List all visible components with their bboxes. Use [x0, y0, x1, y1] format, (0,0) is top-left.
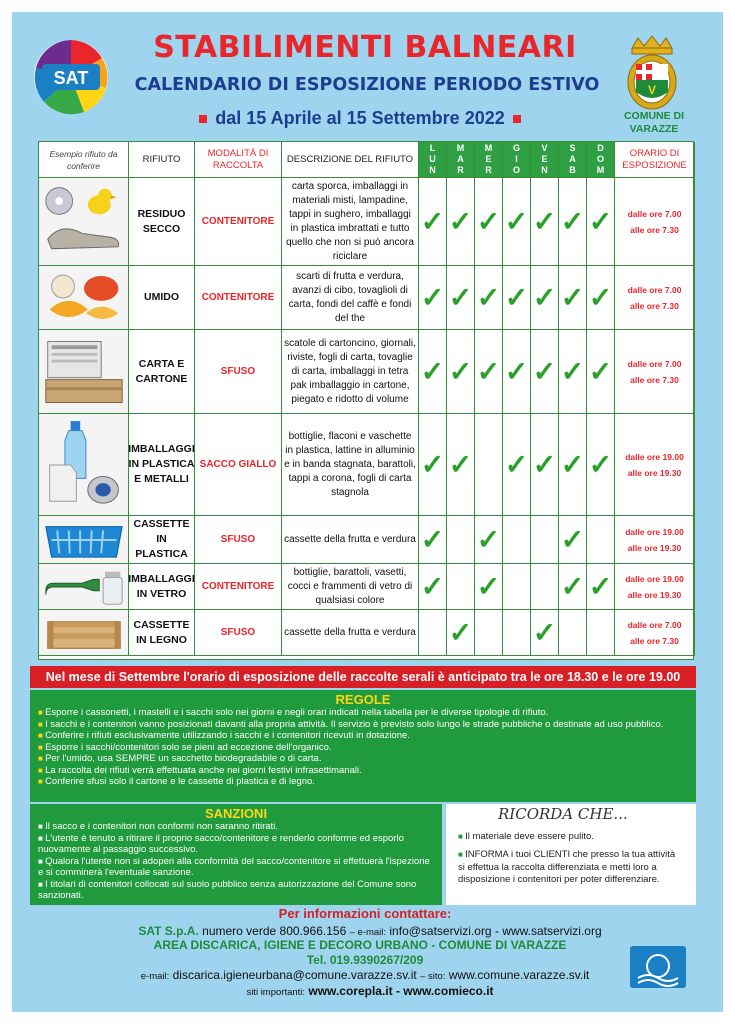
descrizione-text: bottiglie, flaconi e vaschette in plastica, lattine in alluminio e in banda stagnata, barattoli, tappi a corona, fogli di carta stagnola — [284, 430, 416, 498]
day-letter: R — [457, 165, 464, 175]
checkmark-icon: ✓ — [504, 356, 529, 387]
day-cell-sab — [559, 178, 587, 266]
day-cell-mer — [475, 330, 503, 414]
day-cell-lun — [419, 178, 447, 266]
orario-from: dalle ore 19.00 — [625, 526, 684, 537]
checkmark-icon: ✓ — [588, 282, 613, 313]
row-rifiuto — [129, 414, 195, 516]
checkmark-icon: ✓ — [588, 206, 613, 237]
day-letter: E — [485, 154, 492, 164]
descrizione-text: cassette della frutta e verdura — [284, 533, 416, 545]
row-rifiuto — [129, 178, 195, 266]
plastic-crate-icon — [42, 519, 126, 561]
header-modalita-text: MODALITÀ DI RACCOLTA — [207, 147, 269, 171]
day-letter: L — [429, 143, 436, 153]
day-cell-dom — [587, 330, 615, 414]
checkmark-icon: ✓ — [560, 282, 585, 313]
orario-to: alle ore 7.30 — [630, 224, 679, 235]
day-cell-mer — [475, 266, 503, 330]
day-letter: D — [597, 143, 604, 153]
day-cell-gio — [503, 564, 531, 610]
checkmark-icon: ✓ — [560, 206, 585, 237]
siti-label: siti importanti: — [246, 987, 306, 998]
page-subtitle: CALENDARIO DI ESPOSIZIONE PERIODO ESTIVO — [134, 75, 600, 95]
day-cell-gio — [503, 266, 531, 330]
day-letter: R — [485, 165, 492, 175]
comune-label — [606, 110, 702, 136]
checkmark-icon: ✓ — [476, 282, 501, 313]
row-modalita — [195, 564, 282, 610]
row-image — [39, 610, 129, 656]
day-cell-mer — [475, 516, 503, 564]
day-cell-ven — [531, 178, 559, 266]
descrizione-text: scatole di cartoncino, giornali, riviste, fogli di carta, tovaglie di carta, imballaggi in tetra pak imballaggio in cartone, piegato e ridotto di volume — [284, 337, 416, 405]
row-modalita — [195, 330, 282, 414]
comune-contact-line — [100, 968, 630, 982]
day-cell-mer — [475, 414, 503, 516]
row-image — [39, 414, 129, 516]
blue-flag-icon — [630, 946, 686, 988]
day-cell-ven — [531, 266, 559, 330]
descrizione-text: cassette della frutta e verdura — [284, 626, 416, 638]
day-letter: A — [457, 154, 464, 164]
schedule-table — [38, 141, 694, 660]
checkmark-icon: ✓ — [560, 571, 585, 602]
day-cell-gio — [503, 330, 531, 414]
header-day-mer — [475, 142, 503, 178]
day-cell-dom — [587, 266, 615, 330]
descrizione-text: scarti di frutta e verdura, avanzi di cibo, tovaglioli di carta, fondi del caffè e fondi del the — [288, 270, 412, 324]
header-rifiuto — [129, 142, 195, 178]
day-letter: S — [569, 143, 576, 153]
row-image — [39, 564, 129, 610]
row-image — [39, 516, 129, 564]
day-cell-sab — [559, 330, 587, 414]
rule-item: ■ La raccolta dei rifiuti verrà effettuata anche nei giorni festivi infrasettimanali. — [38, 765, 688, 777]
row-orario — [615, 330, 695, 414]
day-cell-dom — [587, 610, 615, 656]
row-image — [39, 266, 129, 330]
checkmark-icon: ✓ — [588, 571, 613, 602]
rule-item: ■ Per l'umido, usa SEMPRE un sacchetto biodegradabile o di carta. — [38, 753, 688, 765]
row-orario — [615, 610, 695, 656]
day-cell-ven — [531, 610, 559, 656]
orario-from: dalle ore 19.00 — [625, 451, 684, 462]
row-descrizione — [282, 516, 419, 564]
header-day-ven — [531, 142, 559, 178]
orario-to: alle ore 19.30 — [627, 589, 682, 600]
day-cell-lun — [419, 330, 447, 414]
day-letter: O — [596, 154, 604, 164]
modalita-text: SACCO GIALLO — [199, 458, 277, 470]
row-modalita — [195, 266, 282, 330]
rule-item: ■ Esporre i cassonetti, i mastelli e i sacchi solo nei giorni e negli orari indicati nella tabella per le diverse tipologie di rifiuto. — [38, 707, 688, 719]
checkmark-icon: ✓ — [476, 356, 501, 387]
checkmark-icon: ✓ — [420, 282, 445, 313]
day-cell-mar — [447, 330, 475, 414]
day-cell-sab — [559, 610, 587, 656]
checkmark-icon: ✓ — [448, 356, 473, 387]
sanctions-title: SANZIONI — [204, 806, 268, 821]
row-orario — [615, 516, 695, 564]
day-cell-lun — [419, 516, 447, 564]
row-descrizione — [282, 610, 419, 656]
checkmark-icon: ✓ — [448, 449, 473, 480]
day-letter: N — [541, 165, 548, 175]
day-cell-gio — [503, 178, 531, 266]
rifiuto-name: CASSETTE IN LEGNO — [133, 618, 190, 646]
day-letter: M — [596, 165, 605, 175]
reminder-item: ■ Il materiale deve essere pulito. — [458, 831, 684, 844]
day-letter: A — [569, 154, 576, 164]
day-cell-mar — [447, 610, 475, 656]
rifiuto-name: CARTA E CARTONE — [135, 357, 188, 385]
row-rifiuto — [129, 330, 195, 414]
checkmark-icon: ✓ — [420, 524, 445, 555]
checkmark-icon: ✓ — [420, 206, 445, 237]
day-cell-dom — [587, 414, 615, 516]
day-cell-lun — [419, 266, 447, 330]
sanction-item: ■ I titolari di contenitori collocati sul suolo pubblico senza autorizzazione del Comune sono sanzionati. — [38, 879, 434, 902]
row-orario — [615, 178, 695, 266]
important-sites-line — [200, 984, 540, 998]
orario-to: alle ore 19.30 — [627, 467, 682, 478]
comune-line1: COMUNE DI — [623, 110, 685, 122]
area-discarica-line: AREA DISCARICA, IGIENE E DECORO URBANO - COMUNE DI VARAZZE — [153, 938, 567, 952]
checkmark-icon: ✓ — [560, 449, 585, 480]
reminder-box — [446, 804, 696, 905]
header-orario-text: ORARIO DI ESPOSIZIONE — [622, 147, 687, 171]
fruit-peels-icon — [42, 269, 126, 327]
checkmark-icon: ✓ — [532, 449, 557, 480]
trash-bag-duck-shoes-icon — [42, 183, 126, 261]
checkmark-icon: ✓ — [532, 282, 557, 313]
important-sites[interactable]: www.corepla.it - www.comieco.it — [308, 984, 494, 998]
header-example — [39, 142, 129, 178]
glass-bottle-jar-icon — [42, 566, 126, 608]
checkmark-icon: ✓ — [420, 449, 445, 480]
sat-logo — [32, 38, 110, 116]
rifiuto-name: RESIDUO SECCO — [137, 207, 186, 235]
row-descrizione — [282, 330, 419, 414]
day-cell-lun — [419, 414, 447, 516]
period-banner — [170, 108, 550, 129]
bullet-square-icon — [199, 115, 207, 123]
row-descrizione — [282, 266, 419, 330]
header-modalita — [195, 142, 282, 178]
day-cell-lun — [419, 610, 447, 656]
modalita-text: CONTENITORE — [201, 215, 275, 227]
header-descrizione-text: DESCRIZIONE DEL RIFIUTO — [286, 153, 414, 165]
day-cell-mer — [475, 610, 503, 656]
row-orario — [615, 564, 695, 610]
bullet-square-icon — [513, 115, 521, 123]
checkmark-icon: ✓ — [476, 524, 501, 555]
rule-item: ■ Conferire sfusi solo il cartone e le cassette di plastica e di legno. — [38, 776, 688, 788]
comune-line2: VARAZZE — [629, 123, 679, 135]
checkmark-icon: ✓ — [420, 571, 445, 602]
checkmark-icon: ✓ — [560, 356, 585, 387]
comune-email[interactable]: discarica.igieneurbana@comune.varazze.sv.it — [172, 968, 417, 982]
row-rifiuto — [129, 266, 195, 330]
sat-name: SAT S.p.A. — [138, 924, 199, 938]
day-letter: N — [429, 165, 436, 175]
rule-item: ■ Conferire i rifiuti esclusivamente utilizzando i sacchi e i contenitori ricevuti in dotazione. — [38, 730, 688, 742]
day-cell-gio — [503, 516, 531, 564]
orario-from: dalle ore 7.00 — [627, 619, 682, 630]
checkmark-icon: ✓ — [560, 524, 585, 555]
sanction-item: ■ Il sacco e i contenitori non conformi non saranno ritirati. — [38, 821, 434, 833]
day-cell-mar — [447, 516, 475, 564]
sanctions-box — [30, 804, 442, 905]
orario-to: alle ore 7.30 — [630, 300, 679, 311]
day-cell-mer — [475, 564, 503, 610]
day-letter: E — [541, 154, 548, 164]
modalita-text: CONTENITORE — [201, 580, 275, 592]
orario-from: dalle ore 7.00 — [627, 208, 682, 219]
sanction-item: ■ Qualora l'utente non si adoperi alla conformità del sacco/contenitore si effettuerà l'ispezione e si comminerà l'eventuale sanzione. — [38, 856, 434, 879]
rifiuto-name: IMBALLAGGI IN VETRO — [128, 572, 195, 600]
row-modalita — [195, 610, 282, 656]
comune-site[interactable]: www.comune.varazze.sv.it — [448, 968, 590, 982]
day-letter: O — [512, 165, 520, 175]
orario-to: alle ore 19.30 — [627, 542, 682, 553]
day-cell-ven — [531, 564, 559, 610]
row-rifiuto — [129, 564, 195, 610]
day-letter: I — [515, 154, 518, 164]
header-day-sab — [559, 142, 587, 178]
period-text: dal 15 Aprile al 15 Settembre 2022 — [215, 108, 505, 128]
header-day-gio — [503, 142, 531, 178]
day-cell-mar — [447, 564, 475, 610]
row-modalita — [195, 414, 282, 516]
rule-item: ■ Esporre i sacchi/contenitori solo se pieni ad eccezione dell'organico. — [38, 742, 688, 754]
checkmark-icon: ✓ — [420, 356, 445, 387]
orario-from: dalle ore 7.00 — [627, 284, 682, 295]
day-cell-gio — [503, 610, 531, 656]
header-example-text: Esempio rifiuto da conferire — [49, 148, 118, 171]
descrizione-text: carta sporca, imballaggi in materiali misti, lampadine, tappi in sughero, imballaggi in plastica imbrattati e tutto quello che non si può ancora riciclare — [286, 180, 414, 262]
svg-text:V: V — [647, 83, 657, 97]
header-day-dom — [587, 142, 615, 178]
day-letter: M — [456, 143, 465, 153]
rifiuto-name: IMBALLAGGI IN PLASTICA E METALLI — [128, 443, 195, 485]
orario-to: alle ore 7.30 — [630, 374, 679, 385]
day-cell-mar — [447, 414, 475, 516]
orario-to: alle ore 7.30 — [630, 635, 679, 646]
sat-email-site[interactable]: info@satservizi.org - www.satservizi.org — [389, 924, 602, 938]
day-cell-sab — [559, 414, 587, 516]
row-rifiuto — [129, 516, 195, 564]
day-cell-dom — [587, 564, 615, 610]
day-cell-dom — [587, 516, 615, 564]
sanction-item: ■ L'utente è tenuto a ritirare il proprio sacco/contenitore e renderlo conforme ed esporlo nuovamente al passaggio successivo. — [38, 833, 434, 856]
page-title: STABILIMENTI BALNEARI — [153, 30, 577, 65]
row-image — [39, 330, 129, 414]
row-rifiuto — [129, 610, 195, 656]
september-notice: Nel mese di Settembre l'orario di esposizione delle raccolte serali è anticipato tra le ore 18.30 e le ore 19.00 — [30, 666, 696, 688]
modalita-text: SFUSO — [220, 626, 256, 638]
reminder-title: RICORDA CHE... — [498, 805, 628, 823]
header-day-lun — [419, 142, 447, 178]
mail-label: e-mail: — [140, 971, 170, 982]
day-cell-mer — [475, 178, 503, 266]
day-letter: U — [429, 154, 436, 164]
checkmark-icon: ✓ — [448, 617, 473, 648]
row-orario — [615, 414, 695, 516]
day-cell-mar — [447, 266, 475, 330]
rifiuto-name: CASSETTE IN PLASTICA — [133, 518, 190, 560]
checkmark-icon: ✓ — [532, 617, 557, 648]
orario-from: dalle ore 19.00 — [625, 573, 684, 584]
checkmark-icon: ✓ — [504, 282, 529, 313]
day-letter: M — [484, 143, 493, 153]
day-cell-dom — [587, 178, 615, 266]
day-cell-ven — [531, 414, 559, 516]
checkmark-icon: ✓ — [532, 356, 557, 387]
descrizione-text: bottiglie, barattoli, vasetti, cocci e frammenti di vetro di qualsiasi colore — [287, 566, 413, 606]
numero-verde: numero verde 800.966.156 — [202, 924, 347, 938]
row-image — [39, 178, 129, 266]
plastic-bottles-can-icon — [42, 417, 126, 513]
rules-title: REGOLE — [335, 692, 391, 707]
email-label: – e-mail: — [349, 927, 387, 938]
row-descrizione — [282, 178, 419, 266]
checkmark-icon: ✓ — [504, 206, 529, 237]
rifiuto-name: UMIDO — [144, 291, 179, 303]
modalita-text: CONTENITORE — [201, 291, 275, 303]
logo-text: SAT — [53, 68, 89, 88]
sat-contact-line — [100, 924, 640, 938]
reminder-item: ■ INFORMA i tuoi CLIENTI che presso la tua attività si effettua la raccolta differenziata e metti loro a disposizione i contenitori per poter differenziare. — [458, 849, 684, 887]
header-descrizione — [282, 142, 419, 178]
day-cell-gio — [503, 414, 531, 516]
telephone: Tel. 019.9390267/209 — [306, 953, 424, 967]
checkmark-icon: ✓ — [448, 282, 473, 313]
row-descrizione — [282, 564, 419, 610]
header-rifiuto-text: RIFIUTO — [142, 153, 181, 165]
header-orario — [615, 142, 695, 178]
day-cell-ven — [531, 516, 559, 564]
rule-item: ■ I sacchi e i contenitori vanno posizionati davanti alla propria attività. Il servizio è previsto solo lungo le strade pubbliche o destinate ad uso pubblico. — [38, 719, 688, 731]
varazze-crest-icon — [622, 34, 682, 112]
info-title: Per informazioni contattare: — [278, 906, 452, 921]
orario-from: dalle ore 7.00 — [627, 358, 682, 369]
day-cell-lun — [419, 564, 447, 610]
modalita-text: SFUSO — [220, 365, 256, 377]
checkmark-icon: ✓ — [588, 449, 613, 480]
day-letter: B — [569, 165, 576, 175]
day-cell-sab — [559, 266, 587, 330]
rules-box — [30, 690, 696, 802]
day-cell-ven — [531, 330, 559, 414]
day-letter: V — [541, 143, 548, 153]
checkmark-icon: ✓ — [448, 206, 473, 237]
row-orario — [615, 266, 695, 330]
checkmark-icon: ✓ — [476, 571, 501, 602]
newspapers-icon — [42, 333, 126, 411]
row-modalita — [195, 178, 282, 266]
checkmark-icon: ✓ — [588, 356, 613, 387]
day-cell-sab — [559, 516, 587, 564]
day-cell-mar — [447, 178, 475, 266]
header-day-mar — [447, 142, 475, 178]
day-cell-sab — [559, 564, 587, 610]
checkmark-icon: ✓ — [476, 206, 501, 237]
row-descrizione — [282, 414, 419, 516]
row-modalita — [195, 516, 282, 564]
checkmark-icon: ✓ — [504, 449, 529, 480]
wooden-crate-icon — [42, 612, 126, 654]
checkmark-icon: ✓ — [532, 206, 557, 237]
day-letter: G — [512, 143, 520, 153]
modalita-text: SFUSO — [220, 533, 256, 545]
sito-label: – sito: — [420, 971, 446, 982]
